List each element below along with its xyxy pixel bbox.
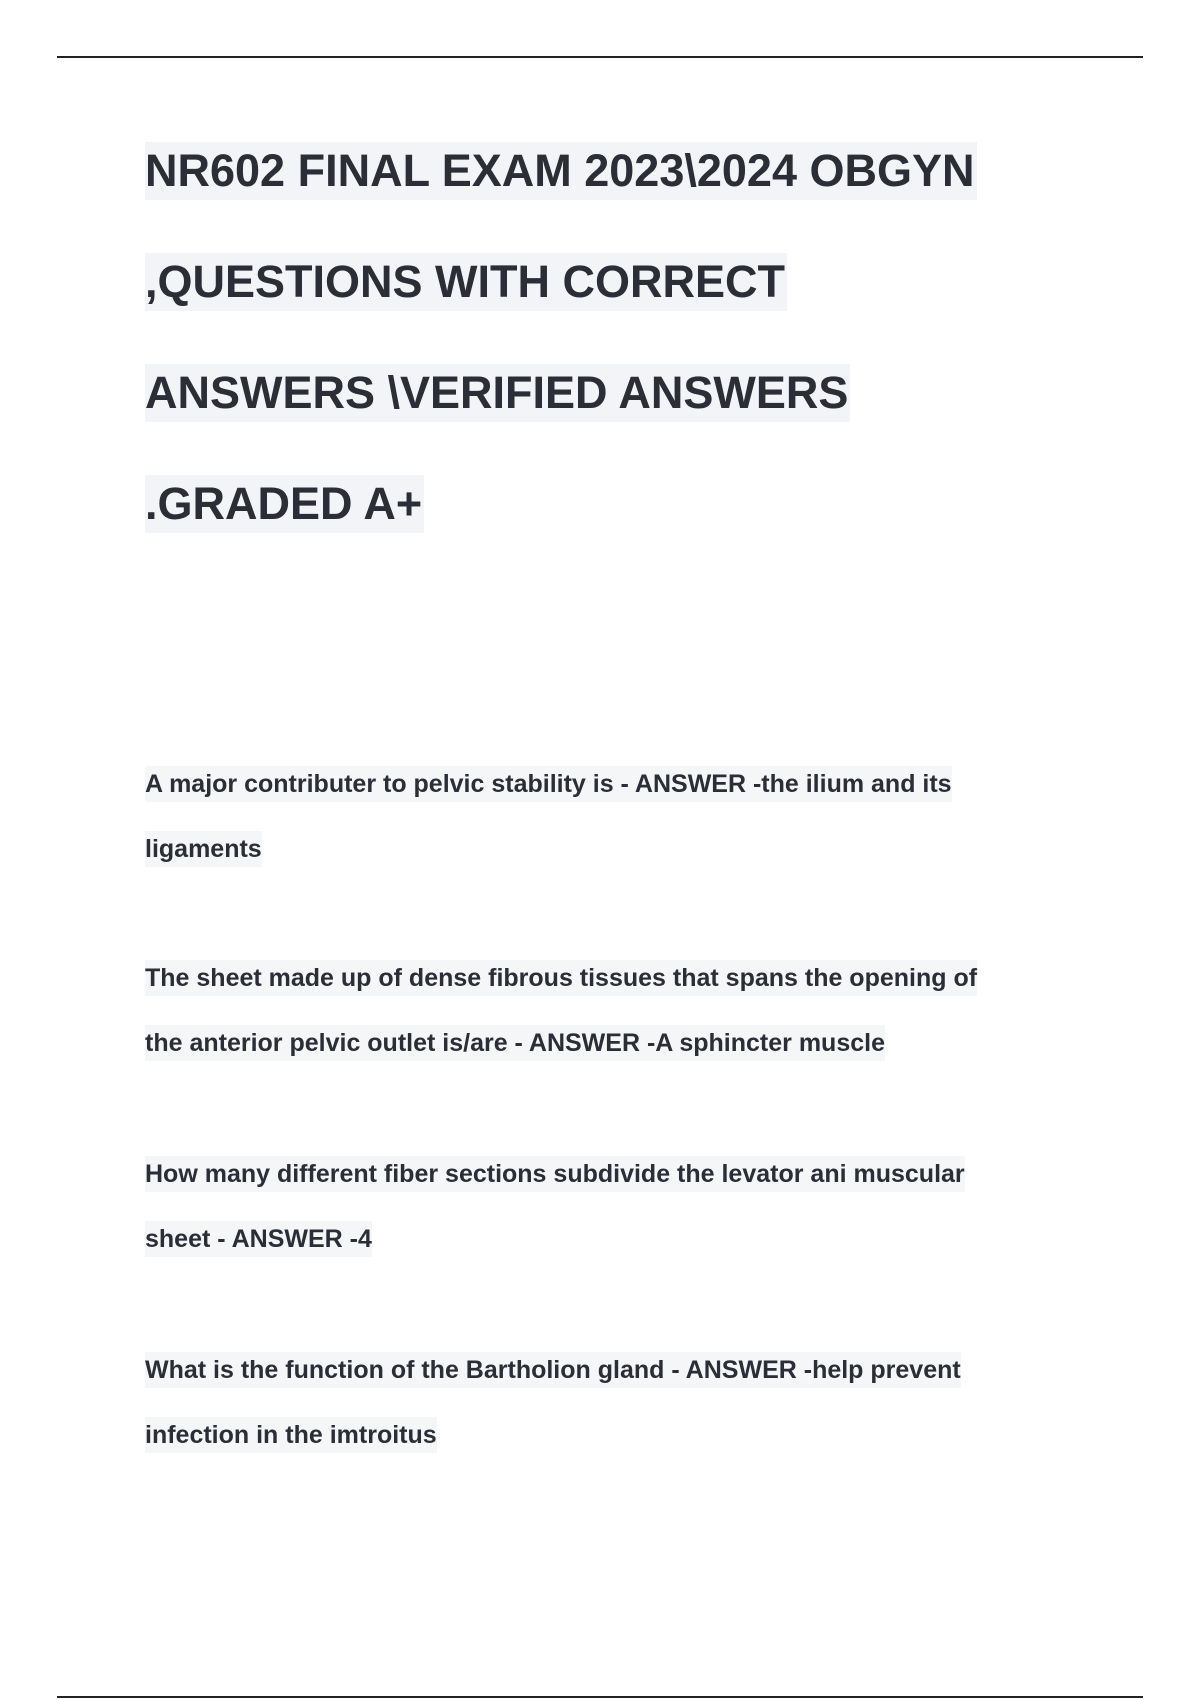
title-line	[145, 475, 1105, 586]
qa-text: A major contributer to pelvic stability is - ANSWER -the ilium and its	[145, 766, 952, 802]
qa-line	[145, 1417, 1105, 1482]
document-title	[145, 142, 1105, 586]
title-line	[145, 253, 1105, 364]
qa-line	[145, 831, 1105, 896]
qa-line	[145, 766, 1105, 831]
bottom-divider	[57, 1696, 1143, 1698]
qa-line	[145, 960, 1105, 1025]
qa-line	[145, 1352, 1105, 1417]
qa-item	[145, 766, 1105, 896]
qa-text: What is the function of the Bartholion gland - ANSWER -help prevent	[145, 1352, 961, 1388]
title-line	[145, 142, 1105, 253]
title-line-text: .GRADED A+	[145, 475, 424, 533]
qa-text: sheet - ANSWER -4	[145, 1221, 372, 1257]
qa-item	[145, 1156, 1105, 1286]
qa-line	[145, 1025, 1105, 1090]
qa-item	[145, 960, 1105, 1090]
title-line-text: ANSWERS \VERIFIED ANSWERS	[145, 364, 850, 422]
qa-line	[145, 1156, 1105, 1221]
qa-text: ligaments	[145, 831, 262, 867]
title-line-text: ,QUESTIONS WITH CORRECT	[145, 253, 787, 311]
qa-item	[145, 1352, 1105, 1482]
title-line	[145, 364, 1105, 475]
qa-text: The sheet made up of dense fibrous tissues that spans the opening of	[145, 960, 977, 996]
qa-text: the anterior pelvic outlet is/are - ANSWER -A sphincter muscle	[145, 1025, 885, 1061]
qa-text: How many different fiber sections subdivide the levator ani muscular	[145, 1156, 965, 1192]
qa-text: infection in the imtroitus	[145, 1417, 437, 1453]
top-divider	[57, 56, 1143, 58]
title-line-text: NR602 FINAL EXAM 2023\2024 OBGYN	[145, 142, 977, 200]
qa-line	[145, 1221, 1105, 1286]
